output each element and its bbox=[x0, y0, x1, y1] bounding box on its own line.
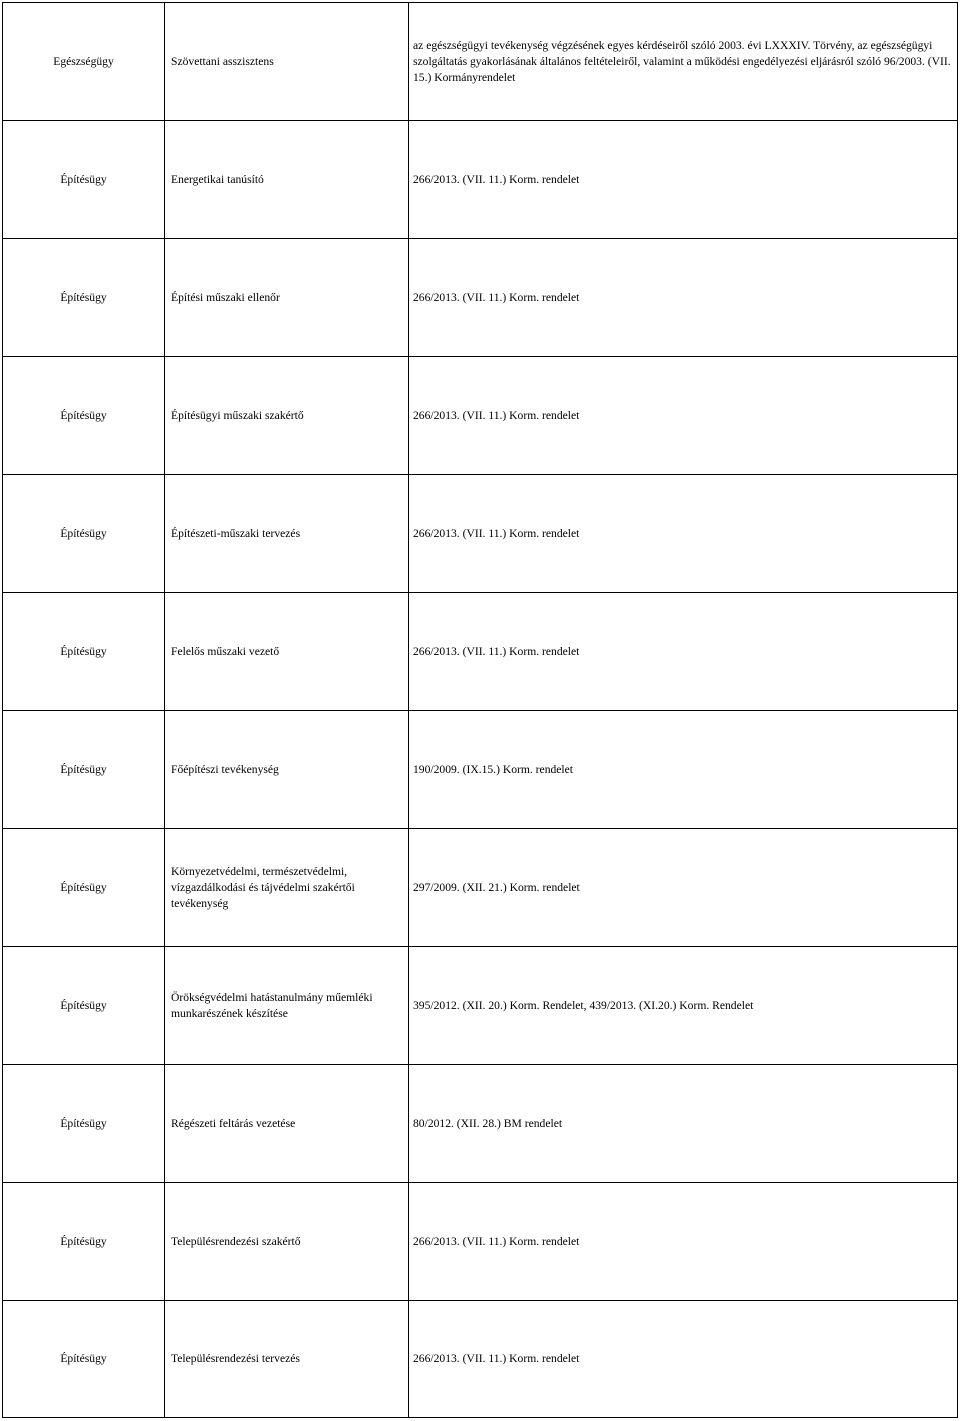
table-row bbox=[3, 3, 958, 121]
profession-cell: Felelős műszaki vezető bbox=[165, 593, 409, 711]
regulation-cell: 266/2013. (VII. 11.) Korm. rendelet bbox=[409, 593, 958, 711]
profession-cell: Környezetvédelmi, természetvédelmi, vízgazdálkodási és tájvédelmi szakértői tevékenység bbox=[165, 829, 409, 947]
regulation-cell: 266/2013. (VII. 11.) Korm. rendelet bbox=[409, 1183, 958, 1301]
profession-cell: Építési műszaki ellenőr bbox=[165, 239, 409, 357]
domain-cell: Építésügy bbox=[3, 1301, 165, 1418]
regulation-table-body bbox=[3, 3, 958, 1418]
domain-cell: Építésügy bbox=[3, 239, 165, 357]
table-row bbox=[3, 357, 958, 475]
profession-cell: Energetikai tanúsító bbox=[165, 121, 409, 239]
profession-cell: Építészeti-műszaki tervezés bbox=[165, 475, 409, 593]
table-row bbox=[3, 947, 958, 1065]
profession-cell: Régészeti feltárás vezetése bbox=[165, 1065, 409, 1183]
domain-cell: Építésügy bbox=[3, 475, 165, 593]
regulation-cell: 266/2013. (VII. 11.) Korm. rendelet bbox=[409, 475, 958, 593]
domain-cell: Építésügy bbox=[3, 829, 165, 947]
regulation-cell: 297/2009. (XII. 21.) Korm. rendelet bbox=[409, 829, 958, 947]
table-row bbox=[3, 593, 958, 711]
domain-cell: Építésügy bbox=[3, 121, 165, 239]
table-row bbox=[3, 1065, 958, 1183]
table-row bbox=[3, 1183, 958, 1301]
regulation-cell: 395/2012. (XII. 20.) Korm. Rendelet, 439/2013. (XI.20.) Korm. Rendelet bbox=[409, 947, 958, 1065]
domain-cell: Építésügy bbox=[3, 1065, 165, 1183]
profession-cell: Építésügyi műszaki szakértő bbox=[165, 357, 409, 475]
profession-cell: Településrendezési tervezés bbox=[165, 1301, 409, 1418]
profession-cell: Szövettani asszisztens bbox=[165, 3, 409, 121]
regulation-cell: az egészségügyi tevékenység végzésének egyes kérdéseiről szóló 2003. évi LXXXIV. Törvény, az egészségügyi szolgáltatás gyakorlásának általános feltételeiről, valamint a működési engedélyezési eljárásról szóló 96/2003. (VII. 15.) Kormányrendelet bbox=[409, 3, 958, 121]
table-row bbox=[3, 121, 958, 239]
domain-cell: Építésügy bbox=[3, 357, 165, 475]
domain-cell: Építésügy bbox=[3, 1183, 165, 1301]
regulation-cell: 266/2013. (VII. 11.) Korm. rendelet bbox=[409, 121, 958, 239]
profession-cell: Településrendezési szakértő bbox=[165, 1183, 409, 1301]
regulation-table bbox=[2, 2, 958, 1418]
table-row bbox=[3, 711, 958, 829]
regulation-cell: 266/2013. (VII. 11.) Korm. rendelet bbox=[409, 1301, 958, 1418]
table-row bbox=[3, 829, 958, 947]
regulation-cell: 266/2013. (VII. 11.) Korm. rendelet bbox=[409, 357, 958, 475]
domain-cell: Építésügy bbox=[3, 593, 165, 711]
profession-cell: Főépítészi tevékenység bbox=[165, 711, 409, 829]
regulation-cell: 80/2012. (XII. 28.) BM rendelet bbox=[409, 1065, 958, 1183]
regulation-cell: 190/2009. (IX.15.) Korm. rendelet bbox=[409, 711, 958, 829]
domain-cell: Egészségügy bbox=[3, 3, 165, 121]
domain-cell: Építésügy bbox=[3, 947, 165, 1065]
table-row bbox=[3, 475, 958, 593]
profession-cell: Örökségvédelmi hatástanulmány műemléki munkarészének készítése bbox=[165, 947, 409, 1065]
table-row bbox=[3, 239, 958, 357]
table-row bbox=[3, 1301, 958, 1418]
regulation-cell: 266/2013. (VII. 11.) Korm. rendelet bbox=[409, 239, 958, 357]
domain-cell: Építésügy bbox=[3, 711, 165, 829]
